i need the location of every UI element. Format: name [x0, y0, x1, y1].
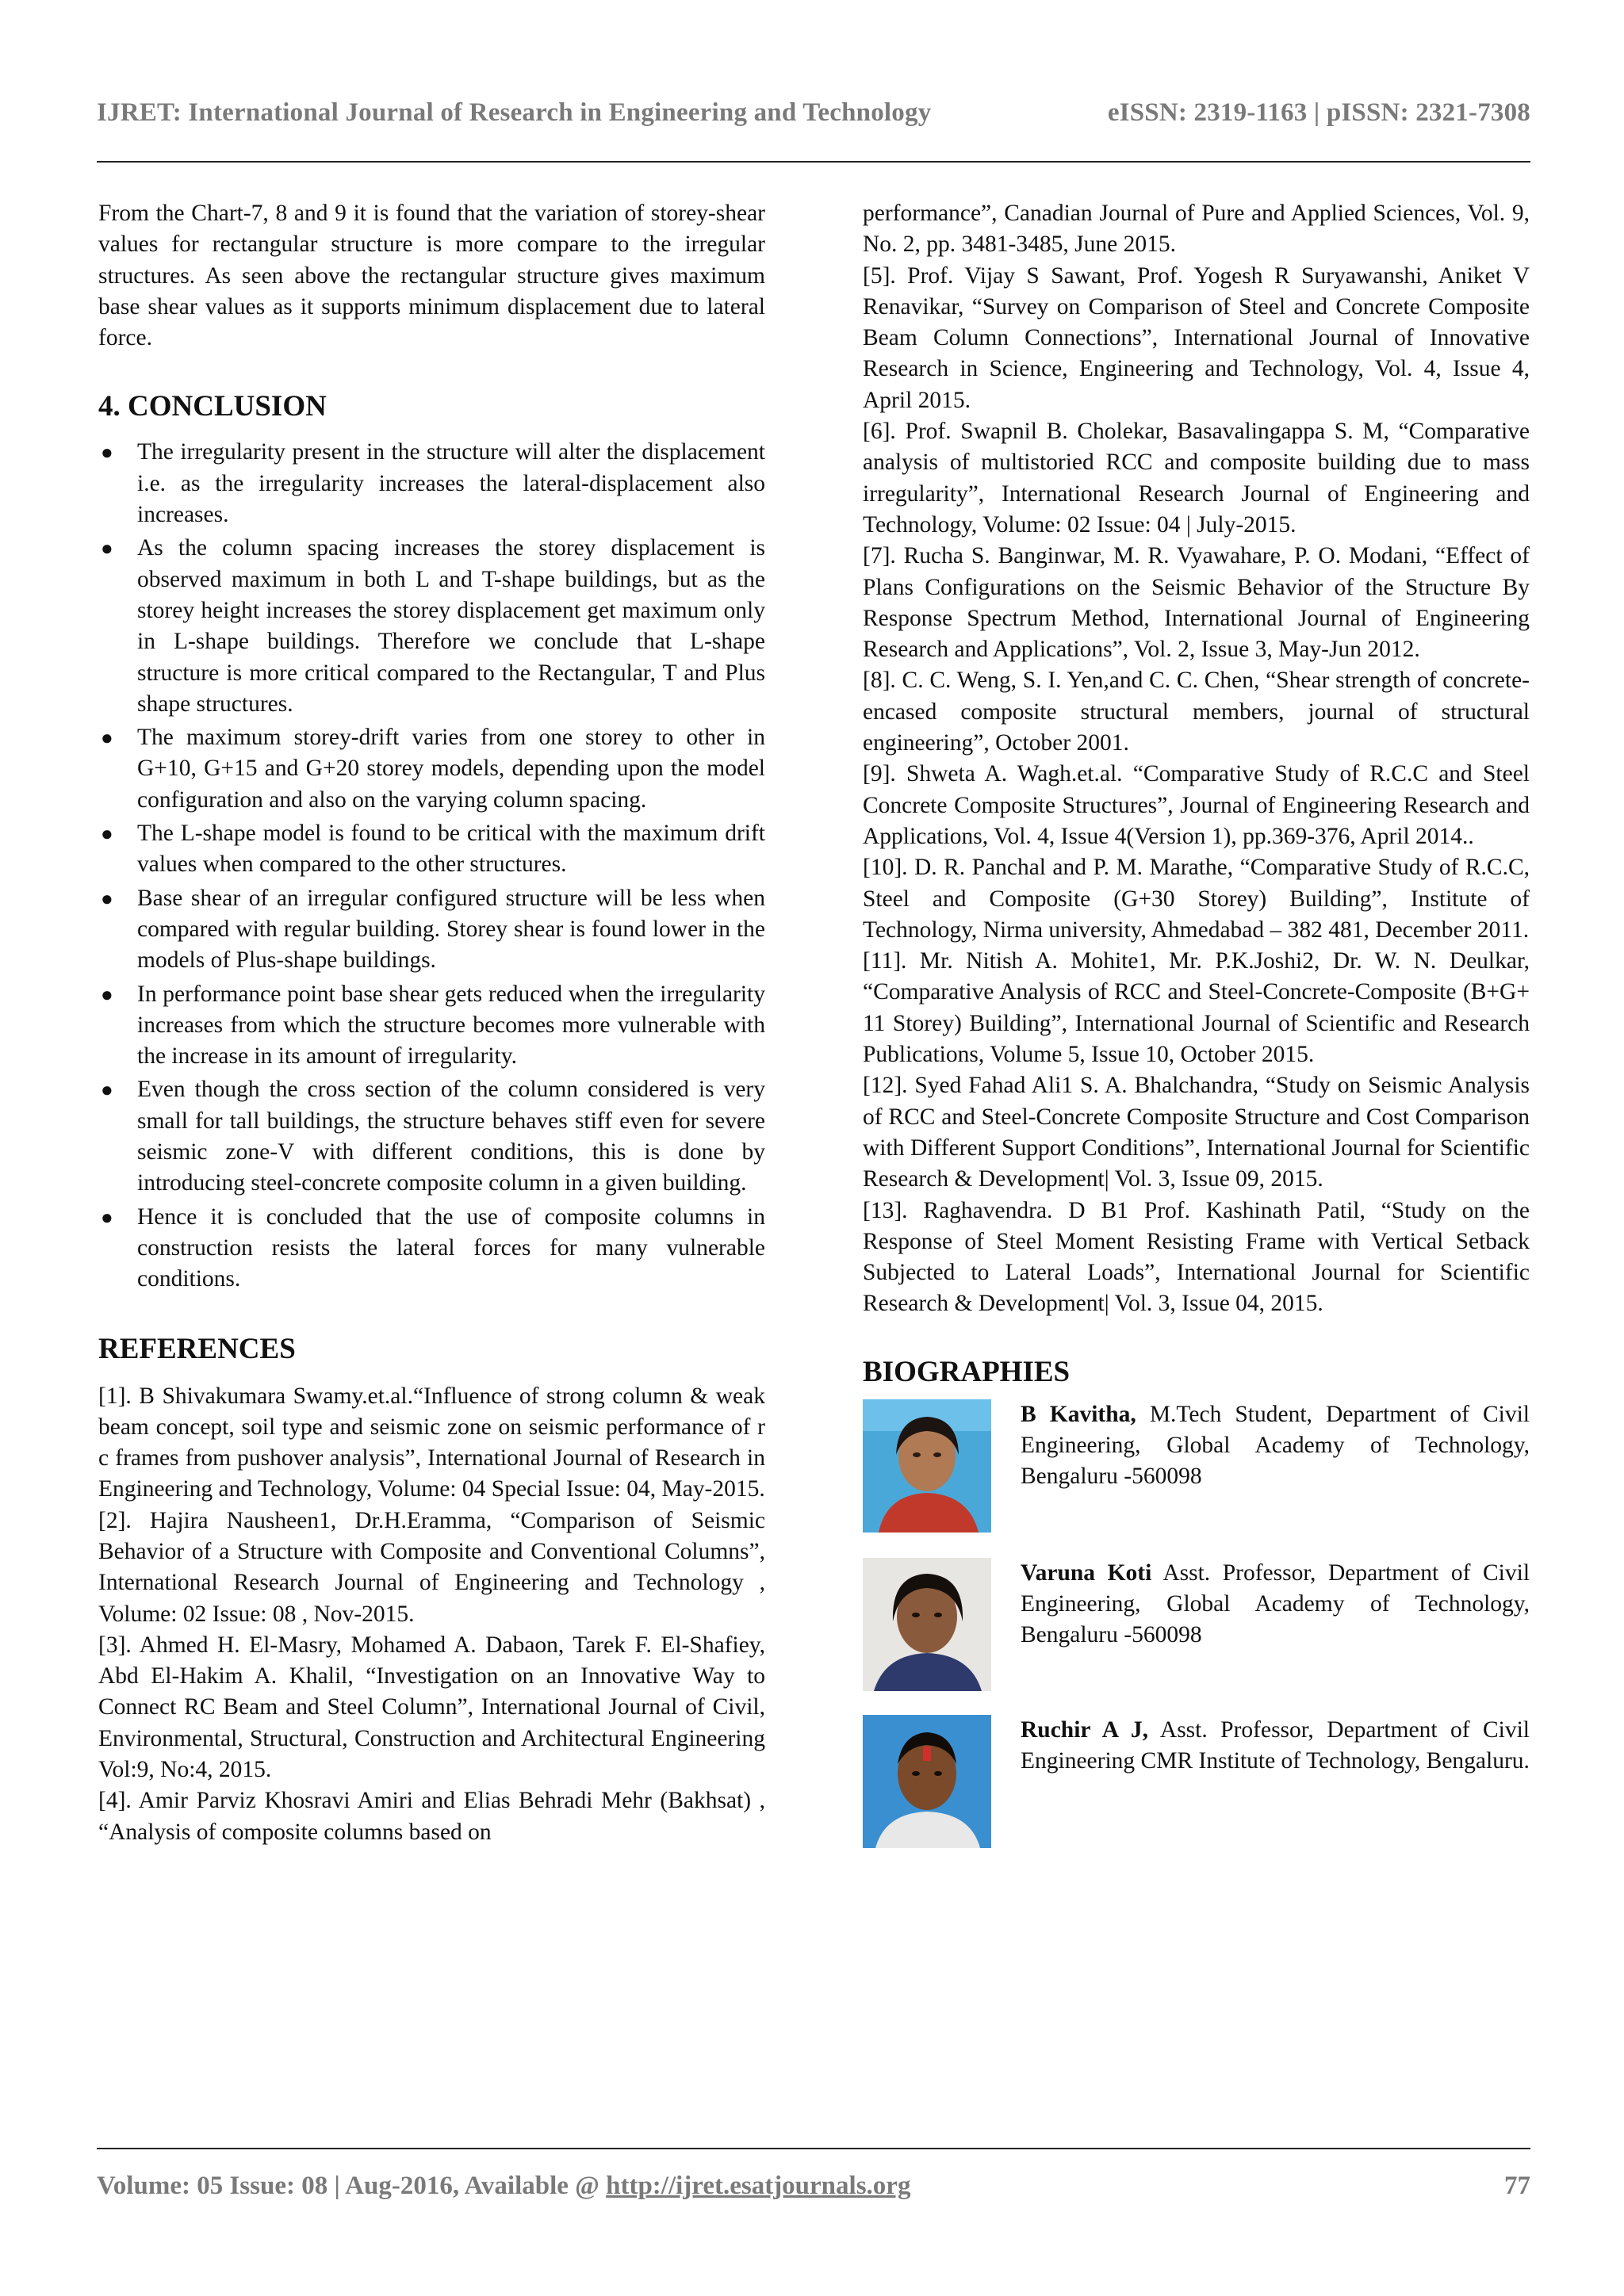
- left-column: [98, 198, 765, 1848]
- reference-item: [3]. Ahmed H. El-Masry, Mohamed A. Dabaon, Tarek F. El-Shafiey, Abd El-Hakim A. Khalil, “Investigation on an Innovative Way to Connect RC Beam and Steel Column”, International Journal of Civil, Environmental, Structural, Construction and Architectural Engineering Vol:9, No:4, 2015.: [98, 1632, 765, 1783]
- reference-item: [7]. Rucha S. Banginwar, M. R. Vyawahare, P. O. Modani, “Effect of Plans Configurations on the Seismic Behavior of the Structure By Response Spectrum Method, International Journal of Engineering Research and Applications”, Vol. 2, Issue 3, May-Jun 2012.: [863, 543, 1530, 663]
- bullet-icon: ●: [101, 1078, 113, 1102]
- reference-item: [2]. Hajira Nausheen1, Dr.H.Eramma, “Comparison of Seismic Behavior of a Structure with Composite and Conventional Columns”, International Research Journal of Engineering and Technology , Volume: 02 Issue: 08 , Nov-2015.: [98, 1507, 765, 1627]
- journal-link[interactable]: http://ijret.esatjournals.org: [606, 2172, 911, 2200]
- bio-description: M.Tech Student, Department of Civil Engineering, Global Academy of Technology, Bengaluru -560098: [1021, 1401, 1530, 1490]
- reference-item: [11]. Mr. Nitish A. Mohite1, Mr. P.K.Joshi2, Dr. W. N. Deulkar, “Comparative Analysis of RCC and Steel-Concrete-Composite (B+G+ 11 Storey) Building”, International Journal of Scientific and Research Publications, Volume 5, Issue 10, October 2015.: [863, 948, 1530, 1068]
- reference-item: [9]. Shweta A. Wagh.et.al. “Comparative Study of R.C.C and Steel Concrete Composite Structures”, Journal of Engineering Research and Applications, Vol. 4, Issue 4(Version 1), pp.369-376, April 2014..: [863, 761, 1530, 849]
- header-rule: [97, 161, 1530, 163]
- bio-description: Asst. Professor, Department of Civil Engineering CMR Institute of Technology, Bengaluru.: [1021, 1716, 1530, 1774]
- journal-title: IJRET: International Journal of Research in Engineering and Technology: [97, 98, 932, 127]
- reference-item: [10]. D. R. Panchal and P. M. Marathe, “Comparative Study of R.C.C, Steel and Composite (G+30 Storey) Building”, Institute of Technology, Nirma university, Ahmedabad – 382 481, December 2011.: [863, 855, 1530, 943]
- bio-text: [1021, 1715, 1530, 1777]
- intro-paragraph: From the Chart-7, 8 and 9 it is found that the variation of storey-shear values for rectangular structure is more compare to the irregular structures. As seen above the rectangular structure gives maximum base shear values as it supports minimum displacement due to lateral force.: [98, 201, 765, 351]
- reference-item: [13]. Raghavendra. D B1 Prof. Kashinath Patil, “Study on the Response of Steel Moment Resisting Frame with Vertical Setback Subjected to Lateral Loads”, International Journal for Scientific Research & Development| Vol. 3, Issue 04, 2015.: [863, 1197, 1530, 1317]
- bullet-icon: ●: [101, 822, 113, 846]
- bio-text: [1021, 1399, 1530, 1493]
- bio-name: Ruchir A J,: [1021, 1716, 1149, 1743]
- list-item: ● The L-shape model is found to be critical with the maximum drift values when compared to the other structures.: [98, 818, 765, 881]
- running-header: [97, 98, 1530, 128]
- bullet-icon: ●: [101, 726, 113, 750]
- bullet-icon: ●: [101, 441, 113, 465]
- conclusion-list: [98, 437, 765, 1295]
- footer-volume: Volume: 05 Issue: 08 | Aug-2016, Available @ http://ijret.esatjournals.org: [97, 2172, 911, 2200]
- bullet-icon: ●: [101, 886, 113, 910]
- reference-item: [4]. Amir Parviz Khosravi Amiri and Elias Behradi Mehr (Bakhsat) , “Analysis of composite columns based on: [98, 1788, 765, 1845]
- list-item: ● Hence it is concluded that the use of composite columns in construction resists the lateral forces for many vulnerable conditions.: [98, 1202, 765, 1295]
- bullet-icon: ●: [101, 982, 113, 1006]
- page-number: 77: [1504, 2172, 1530, 2200]
- reference-item: performance”, Canadian Journal of Pure and Applied Sciences, Vol. 9, No. 2, pp. 3481-3485, June 2015.: [863, 201, 1530, 258]
- list-item: ● Even though the cross section of the column considered is very small for tall buildings, the structure behaves stiff even for severe seismic zone-V with different conditions, this is done by introducing steel-concrete composite column in a given building.: [98, 1074, 765, 1199]
- right-column: [863, 198, 1530, 1848]
- author-photo: [863, 1715, 991, 1848]
- references-heading: REFERENCES: [98, 1332, 296, 1365]
- list-item: ● The irregularity present in the structure will alter the displacement i.e. as the irregularity increases the lateral-displacement also increases.: [98, 437, 765, 530]
- issn-info: eISSN: 2319-1163 | pISSN: 2321-7308: [1107, 98, 1530, 127]
- bio-entry: [863, 1399, 1530, 1533]
- reference-item: [12]. Syed Fahad Ali1 S. A. Bhalchandra, “Study on Seismic Analysis of RCC and Steel-Concrete Composite Structure and Cost Comparison with Different Support Conditions”, International Journal for Scientific Research & Development| Vol. 3, Issue 09, 2015.: [863, 1073, 1530, 1192]
- reference-item: [5]. Prof. Vijay S Sawant, Prof. Yogesh R Suryawanshi, Aniket V Renavikar, “Survey on Comparison of Steel and Concrete Composite Beam Column Connections”, International Journal of Innovative Research in Science, Engineering and Technology, Vol. 4, Issue 4, April 2015.: [863, 262, 1530, 413]
- running-footer: [97, 2172, 1530, 2201]
- reference-item: [6]. Prof. Swapnil B. Cholekar, Basavalingappa S. M, “Comparative analysis of multistoried RCC and composite building due to mass irregularity”, International Research Journal of Engineering and Technology, Volume: 02 Issue: 04 | July-2015.: [863, 419, 1530, 538]
- list-item: ● As the column spacing increases the storey displacement is observed maximum in both L and T-shape buildings, but as the storey height increases the storey displacement get maximum only in L-shape buildings. Therefore we conclude that L-shape structure is more critical compared to the Rectangular, T and Plus shape structures.: [98, 533, 765, 720]
- bio-name: B Kavitha,: [1021, 1401, 1136, 1427]
- list-item: ● In performance point base shear gets reduced when the irregularity increases from which the structure becomes more vulnerable with the increase in its amount of irregularity.: [98, 979, 765, 1073]
- conclusion-heading: 4. CONCLUSION: [98, 390, 327, 423]
- biographies-heading: BIOGRAPHIES: [863, 1355, 1071, 1388]
- reference-item: [8]. C. C. Weng, S. I. Yen,and C. C. Chen, “Shear strength of concrete-encased composite structural members, journal of structural engineering”, October 2001.: [863, 668, 1530, 756]
- author-photo: [863, 1558, 991, 1691]
- bullet-icon: ●: [101, 537, 113, 561]
- bio-name: Varuna Koti: [1021, 1559, 1152, 1586]
- list-item: ● The maximum storey-drift varies from one storey to other in G+10, G+15 and G+20 storey models, depending upon the model configuration and also on the varying column spacing.: [98, 722, 765, 816]
- bio-entry: [863, 1558, 1530, 1691]
- list-item: ● Base shear of an irregular configured structure will be less when compared with regular building. Storey shear is found lower in the models of Plus-shape buildings.: [98, 883, 765, 977]
- footer-rule: [97, 2148, 1530, 2149]
- bullet-icon: ●: [101, 1205, 113, 1229]
- author-photo: [863, 1399, 991, 1533]
- reference-item: [1]. B Shivakumara Swamy.et.al.“Influence of strong column & weak beam concept, soil type and seismic zone on seismic performance of r c frames from pushover analysis”, International Journal of Research in Engineering and Technology, Volume: 04 Special Issue: 04, May-2015.: [98, 1383, 765, 1502]
- bio-text: [1021, 1558, 1530, 1651]
- bio-entry: [863, 1715, 1530, 1848]
- bio-description: Asst. Professor, Department of Civil Engineering, Global Academy of Technology, Bengaluru -560098: [1021, 1559, 1530, 1648]
